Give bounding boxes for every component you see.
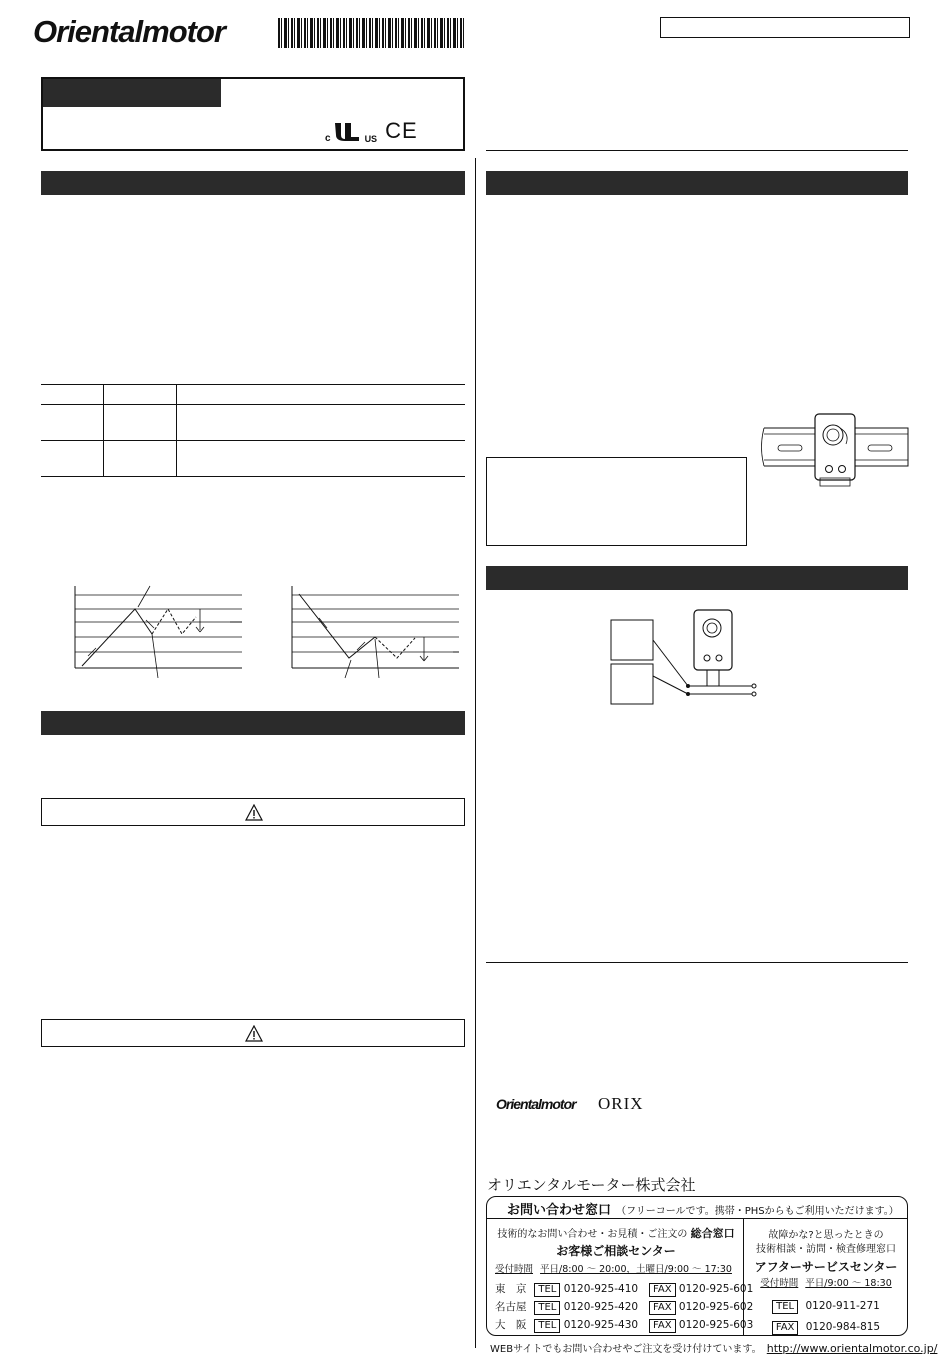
- general-line1: 技術的なお問い合わせ・お見積・ご注文の: [497, 1229, 688, 1240]
- section-heading-bar: [41, 711, 465, 735]
- column-divider: [475, 158, 476, 1348]
- tel-tag: TEL: [534, 1319, 560, 1333]
- tel-tag: TEL: [534, 1301, 560, 1315]
- fax-tag: FAX: [649, 1283, 676, 1297]
- web-note-line: [490, 1340, 937, 1355]
- table-rule: [41, 440, 465, 441]
- warning-triangle-icon: [245, 1025, 263, 1042]
- office-tel: 0120-925-430: [563, 1319, 639, 1331]
- right-column-rule: [486, 962, 908, 963]
- after-service-panel: [745, 1229, 907, 1335]
- tel-tag: TEL: [772, 1300, 798, 1314]
- fax-tag: FAX: [649, 1301, 676, 1315]
- certification-marks: [325, 118, 418, 144]
- header-rule-right: [486, 150, 908, 151]
- title-label-bar: [43, 79, 221, 107]
- cert-us: US: [364, 134, 378, 144]
- after-hours-value: 平日/9:00 〜 18:30: [805, 1278, 892, 1289]
- general-hours: [495, 1261, 732, 1275]
- caution-box: [41, 1019, 465, 1047]
- general-contact-panel: [491, 1225, 741, 1259]
- after-tel: 0120-911-271: [805, 1300, 880, 1312]
- table-col-divider: [103, 384, 104, 477]
- section-heading-bar: [486, 171, 908, 195]
- office-list: [495, 1280, 753, 1334]
- warning-triangle-icon: [245, 804, 263, 821]
- din-rail-mount-illustration: [758, 408, 913, 490]
- hours-value: 平日/8:00 〜 20:00，土曜日/9:00 〜 17:30: [540, 1264, 732, 1275]
- hours-label: 受付時間: [495, 1264, 534, 1275]
- cert-c: c: [325, 133, 331, 144]
- brand-logo: Orientalmotor: [33, 14, 225, 49]
- general-line1-bold: 総合窓口: [690, 1227, 735, 1240]
- office-tel: 0120-925-410: [563, 1283, 639, 1295]
- ul-mark-icon: [333, 120, 363, 144]
- web-note: WEBサイトでもお問い合わせやご注文を受け付けています。: [490, 1344, 762, 1355]
- table-rule: [41, 384, 465, 385]
- tel-tag: TEL: [534, 1283, 560, 1297]
- inquiry-title: お問い合わせ窓口: [507, 1203, 612, 1218]
- barcode: [278, 18, 466, 48]
- office-city: 名古屋: [495, 1301, 527, 1313]
- after-line2: 技術相談・訪問・検査修理窓口: [756, 1244, 896, 1255]
- website-link[interactable]: http://www.orientalmotor.co.jp/: [766, 1342, 938, 1355]
- office-fax: 0120-925-601: [678, 1283, 754, 1295]
- wiring-diagram: [608, 606, 760, 708]
- table-rule: [41, 404, 465, 405]
- office-city: 大 阪: [495, 1319, 527, 1331]
- contact-header-rule: [487, 1218, 907, 1219]
- spec-table: [41, 384, 465, 477]
- office-fax: 0120-925-603: [678, 1319, 754, 1331]
- office-row: [495, 1280, 753, 1298]
- table-col-divider: [176, 384, 177, 477]
- office-fax: 0120-925-602: [678, 1301, 754, 1313]
- thermostat-graph-rising: [70, 582, 245, 682]
- fax-tag: FAX: [649, 1319, 676, 1333]
- orix-logo: ORIX: [598, 1094, 644, 1113]
- office-city: 東 京: [495, 1283, 527, 1295]
- section-heading-bar: [41, 171, 465, 195]
- cert-ce: CE: [385, 118, 418, 143]
- office-tel: 0120-925-420: [563, 1301, 639, 1313]
- general-center-name: お客様ご相談センター: [556, 1244, 676, 1258]
- contact-header: [507, 1199, 899, 1218]
- fax-tag: FAX: [772, 1321, 799, 1335]
- warning-box: [41, 798, 465, 826]
- note-box: [486, 457, 747, 546]
- after-center-name: アフターサービスセンター: [754, 1260, 898, 1274]
- doc-number-box: [660, 17, 910, 38]
- inquiry-note: （フリーコールです。携帯・PHSからもご利用いただけます。）: [616, 1206, 899, 1217]
- after-line1: 故障かな?と思ったときの: [768, 1230, 884, 1241]
- section-heading-bar: [486, 566, 908, 590]
- table-rule: [41, 476, 465, 477]
- office-row: [495, 1316, 753, 1334]
- after-fax: 0120-984-815: [805, 1321, 881, 1333]
- after-hours-label: 受付時間: [760, 1278, 799, 1289]
- contact-box: [486, 1196, 908, 1336]
- thermostat-graph-falling: [287, 582, 462, 682]
- office-row: [495, 1298, 753, 1316]
- company-name: オリエンタルモーター株式会社: [487, 1176, 696, 1194]
- brand-logo-small: Orientalmotor: [496, 1096, 576, 1112]
